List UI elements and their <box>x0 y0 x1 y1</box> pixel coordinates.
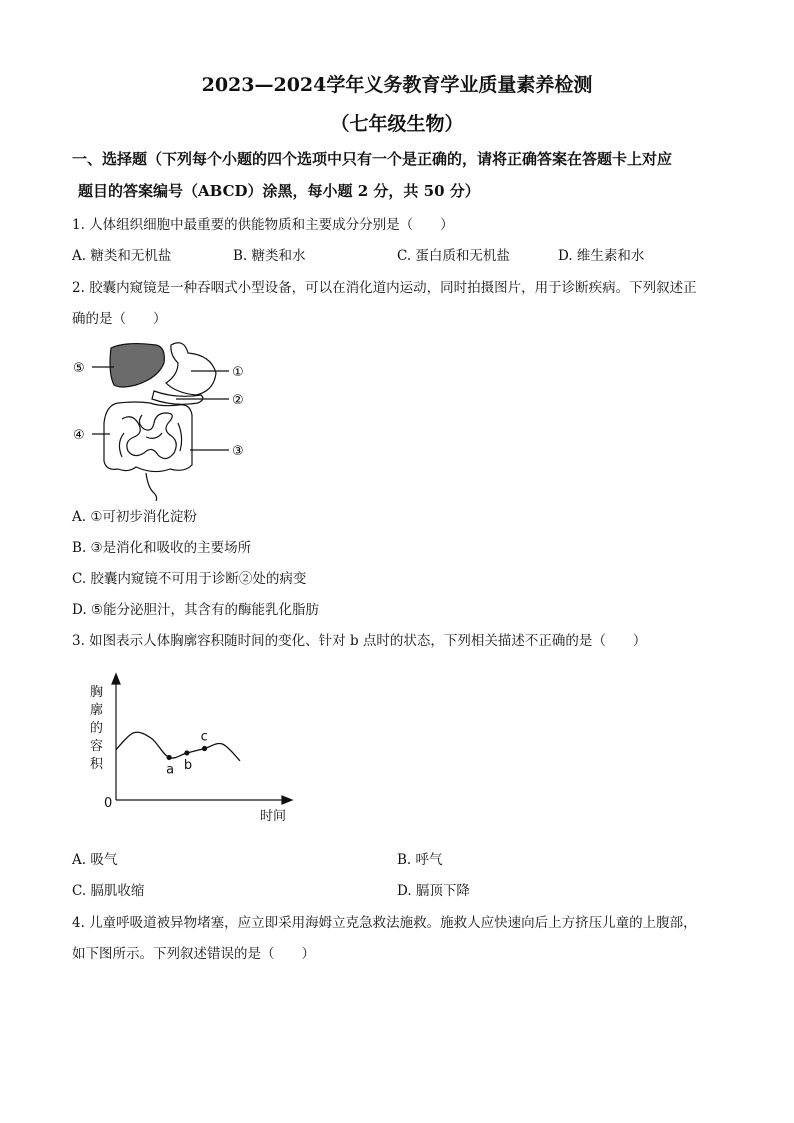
diagram-label-1: ① <box>232 365 244 380</box>
section-heading-line1: 一、选择题（下列每个小题的四个选项中只有一个是正确的，请将正确答案在答题卡上对应 <box>72 150 673 168</box>
q4-stem-line1: 4. 儿童呼吸道被异物堵塞，应立即采用海姆立克急救法施救。施救人应快速向后上方挤压儿童的上腹部， <box>72 915 697 931</box>
section-heading-line2: 题目的答案编号（ABCD）涂黑，每小题 2 分，共 50 分） <box>78 182 480 200</box>
diagram-label-3: ③ <box>232 444 244 459</box>
q3-option-d: D. 膈顶下降 <box>397 883 470 899</box>
q3-stem: 3. 如图表示人体胸廓容积随时间的变化、针对 b 点时的状态，下列相关描述不正确的是（ ） <box>72 633 647 649</box>
chart-y-axis-label-char: 廓 <box>90 703 104 718</box>
x-axis-arrow <box>282 796 292 804</box>
chart-y-axis-label-char: 容 <box>90 739 104 754</box>
chart-series-line <box>116 732 240 761</box>
page-subtitle: （七年级生物） <box>330 113 464 135</box>
diagram-label-4: ④ <box>73 428 85 443</box>
q1-option-b: B. 糖类和水 <box>233 248 306 264</box>
diagram-label-2: ② <box>232 393 244 408</box>
thorax-volume-chart <box>80 668 300 828</box>
chart-y-axis-label-char: 的 <box>90 721 104 736</box>
chart-origin-label: 0 <box>104 796 113 811</box>
page-title: 2023—2024学年义务教育学业质量素养检测 <box>201 74 593 96</box>
q3-option-b: B. 呼气 <box>397 852 443 868</box>
q4-stem-line2: 如下图所示。下列叙述错误的是（ ） <box>72 946 315 962</box>
chart-y-axis-label-char: 积 <box>90 757 104 772</box>
digestive-system-diagram <box>66 333 256 503</box>
q2-option-b: B. ③是消化和吸收的主要场所 <box>72 540 252 556</box>
q2-option-c: C. 胶囊内窥镜不可用于诊断②处的病变 <box>72 571 307 587</box>
chart-x-axis-label: 时间 <box>260 809 287 824</box>
chart-point-label-c: c <box>200 729 208 745</box>
chart-point-b <box>184 750 189 755</box>
q1-option-c: C. 蛋白质和无机盐 <box>397 248 510 264</box>
q2-stem-line2: 确的是（ ） <box>72 311 167 327</box>
q1-option-d: D. 维生素和水 <box>558 248 645 264</box>
chart-y-axis-label-char: 胸 <box>90 685 104 700</box>
q2-option-d: D. ⑤能分泌胆汁，其含有的酶能乳化脂肪 <box>72 602 320 618</box>
chart-point-c <box>202 746 207 751</box>
q2-stem-line1: 2. 胶囊内窥镜是一种吞咽式小型设备，可以在消化道内运动，同时拍摄图片，用于诊断疾病。下列叙述正 <box>72 280 697 296</box>
chart-point-label-a: a <box>166 762 175 778</box>
y-axis-arrow <box>112 674 120 684</box>
q3-option-a: A. 吸气 <box>72 852 118 868</box>
q2-option-a: A. ①可初步消化淀粉 <box>72 509 197 525</box>
chart-point-a <box>167 755 172 760</box>
q3-option-c: C. 膈肌收缩 <box>72 883 145 899</box>
diagram-label-5: ⑤ <box>73 361 85 376</box>
q1-stem: 1. 人体组织细胞中最重要的供能物质和主要成分分别是（ ） <box>72 217 454 233</box>
q1-option-a: A. 糖类和无机盐 <box>72 248 172 264</box>
section-heading <box>72 143 732 207</box>
chart-point-label-b: b <box>183 757 193 773</box>
